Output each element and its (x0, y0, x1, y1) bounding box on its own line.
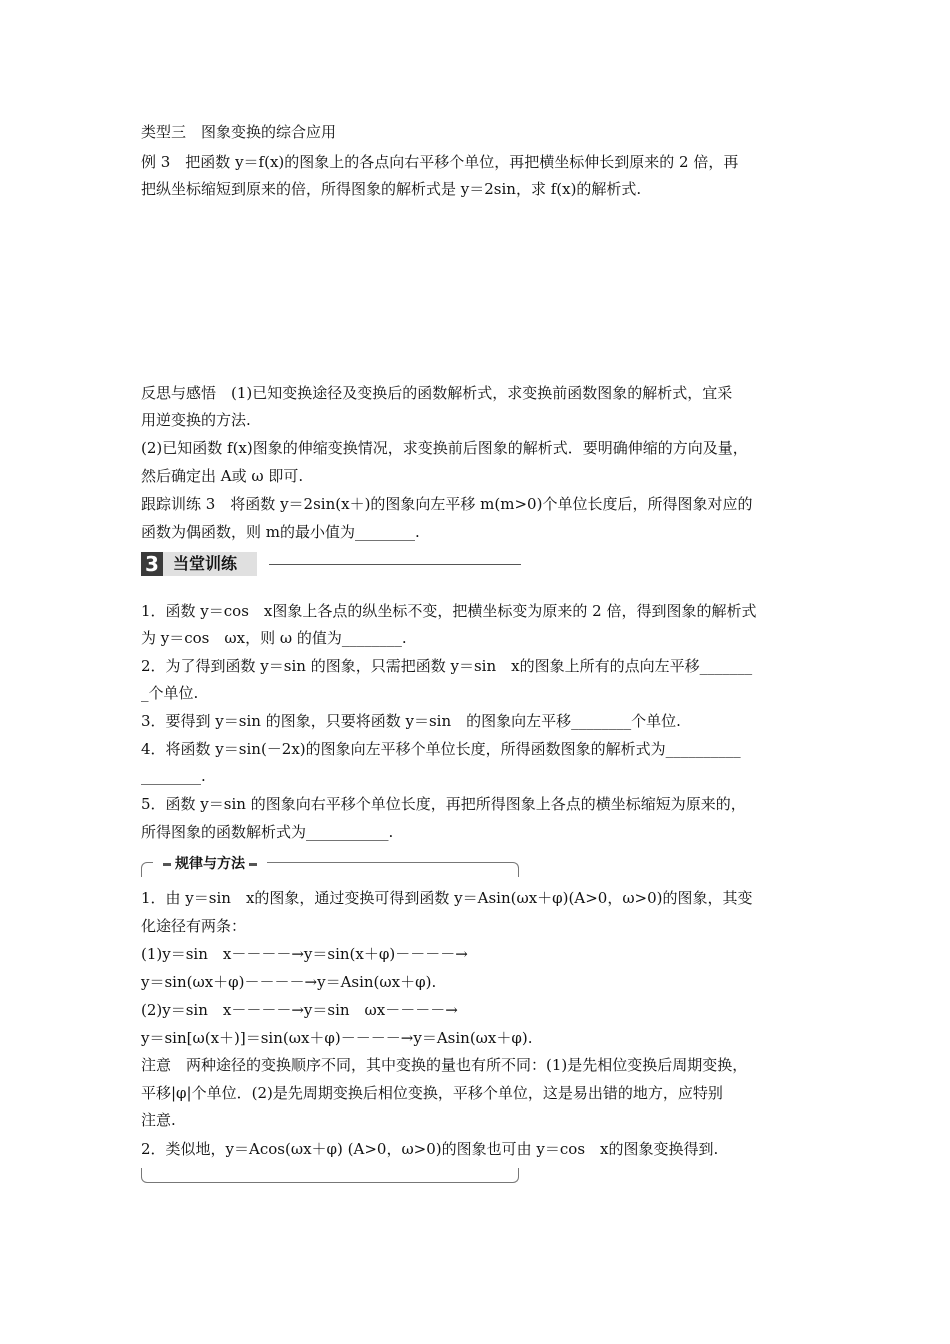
text-line-type3: 类型三 图象变换的综合应用 (141, 123, 337, 141)
decor-dash-right (249, 863, 257, 866)
section-rule (269, 564, 521, 565)
method-box-title (153, 854, 267, 874)
section-title: 当堂训练 (163, 552, 257, 576)
text-line-refl_c: (2)已知函数 f(x)图象的伸缩变换情况，求变换前后图象的解析式．要明确伸缩的方向及量， (141, 439, 748, 457)
method-box-header (141, 858, 519, 876)
text-line-q2_a: 2．为了得到函数 y＝sin 的图象，只需把函数 y＝sin x的图象上所有的点向左平移_______ (141, 657, 753, 675)
text-line-m1_d: y＝sin(ωx＋φ)－－－－→y＝Asin(ωx＋φ). (141, 973, 437, 991)
text-line-q2_b: _个单位. (141, 684, 199, 702)
text-line-ex3_b: 把纵坐标缩短到原来的倍，所得图象的解析式是 y＝2sin，求 f(x)的解析式. (141, 180, 642, 198)
decor-dash-left (163, 863, 171, 866)
text-line-m2: 2．类似地，y＝Acos(ωx＋φ) (A>0，ω>0)的图象也可由 y＝cos x的图象变换得到. (141, 1140, 719, 1158)
text-line-refl_d: 然后确定出 A或 ω 即可. (141, 467, 304, 485)
text-line-m1_e: (2)y＝sin x－－－－→y＝sin ωx－－－－→ (141, 1001, 458, 1019)
text-line-m1_f: y＝sin[ω(x＋)]＝sin(ωx＋φ)－－－－→y＝Asin(ωx＋φ). (141, 1029, 533, 1047)
text-line-m1_b: 化途径有两条： (141, 917, 247, 935)
text-line-note_a: 注意 两种途径的变换顺序不同，其中变换的量也有所不同：(1)是先相位变换后周期变换， (141, 1056, 748, 1074)
text-line-note_b: 平移|φ|个单位．(2)是先周期变换后相位变换，平移个单位，这是易出错的地方，应特别 (141, 1084, 723, 1102)
method-box-title-text: 规律与方法 (175, 856, 245, 872)
method-box-frame-bottom (141, 1168, 519, 1183)
text-line-q1_b: 为 y＝cos ωx，则 ω 的值为________. (141, 629, 407, 647)
section-header-practice (141, 552, 521, 576)
text-line-q4_a: 4．将函数 y＝sin(－2x)的图象向左平移个单位长度，所得函数图象的解析式为__________ (141, 740, 741, 758)
text-line-m1_c: (1)y＝sin x－－－－→y＝sin(x＋φ)－－－－→ (141, 945, 468, 963)
text-line-q1_a: 1．函数 y＝cos x图象上各点的纵坐标不变，把横坐标变为原来的 2 倍，得到图象的解析式 (141, 602, 757, 620)
text-line-q4_b: ________. (141, 767, 206, 785)
text-line-q5_a: 5．函数 y＝sin 的图象向右平移个单位长度，再把所得图象上各点的横坐标缩短为原来的， (141, 795, 746, 813)
text-line-track_a: 跟踪训练 3 将函数 y＝2sin(x＋)的图象向左平移 m(m>0)个单位长度后，所得图象对应的 (141, 495, 753, 513)
text-line-note_c: 注意. (141, 1111, 176, 1129)
text-line-ex3_a: 例 3 把函数 y＝f(x)的图象上的各点向右平移个单位，再把横坐标伸长到原来的 2 倍，再 (141, 153, 739, 171)
text-line-refl_b: 用逆变换的方法. (141, 411, 251, 429)
text-line-m1_a: 1．由 y＝sin x的图象，通过变换可得到函数 y＝Asin(ωx＋φ)(A>0，ω>0)的图象，其变 (141, 889, 753, 907)
text-line-q3: 3．要得到 y＝sin 的图象，只要将函数 y＝sin 的图象向左平移________个单位. (141, 712, 681, 730)
text-line-refl_a: 反思与感悟 (1)已知变换途径及变换后的函数解析式，求变换前函数图象的解析式，宜采 (141, 384, 733, 402)
text-line-track_b: 函数为偶函数，则 m的最小值为________. (141, 523, 420, 541)
section-number: 3 (141, 552, 163, 576)
text-line-q5_b: 所得图象的函数解析式为___________. (141, 823, 394, 841)
